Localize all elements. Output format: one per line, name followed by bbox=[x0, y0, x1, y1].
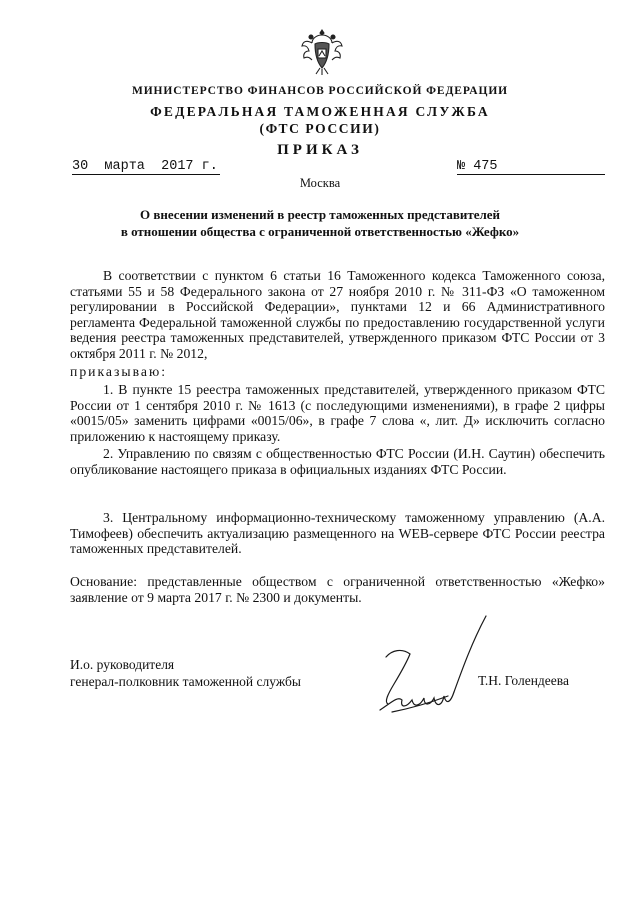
basis-paragraph: Основание: представленные обществом с ограниченной ответственностью «Жефко» заявление от 9 марта 2017 г. № 2300 и документы. bbox=[70, 574, 605, 605]
service-short-name: (ФТС РОССИИ) bbox=[259, 121, 381, 136]
item-1-paragraph: 1. В пункте 15 реестра таможенных представителей, утвержденного приказом ФТС России от 1 сентября 2010 г. № 1613 (с последующими изменениями), в графе 2 цифры «0015/05» заменить цифрами «0015/06», в графе 7 слова «, лит. Д» исключить согласно приложению к настоящему приказу. bbox=[70, 382, 605, 444]
document-type: ПРИКАЗ bbox=[277, 142, 363, 158]
service-name: ФЕДЕРАЛЬНАЯ ТАМОЖЕННАЯ СЛУЖБА bbox=[150, 104, 490, 119]
item-3-paragraph: 3. Центральному информационно-техническому таможенному управлению (А.А. Тимофеев) обеспечить актуализацию размещенного на WEB-сервере ФТС России реестра таможенных представителей. bbox=[70, 510, 605, 556]
order-word: приказываю: bbox=[70, 364, 168, 379]
preamble-text: В соответствии с пунктом 6 статьи 16 Таможенного кодекса Таможенного союза, статьями 55 и 58 Федерального закона от 27 ноября 2010 г. № 311-ФЗ «О таможенном регулировании в Российской Федерации», пунктами 12 и 66 Административного регламента Федеральной таможенной службы по предоставлению государственной услуги ведения реестра таможенных представителей, утвержденного приказом ФТС России от 3 октября 2011 г. № 2012, bbox=[70, 268, 605, 361]
position-line-1: И.о. руководителя bbox=[70, 657, 175, 672]
document-date: 30 марта 2017 г. bbox=[72, 159, 220, 175]
signatory-position bbox=[70, 656, 301, 690]
title-line-2: в отношении общества с ограниченной ответственностью «Жефко» bbox=[120, 224, 520, 239]
ministry-name: МИНИСТЕРСТВО ФИНАНСОВ РОССИЙСКОЙ ФЕДЕРАЦИИ bbox=[131, 85, 509, 97]
emblem-icon bbox=[300, 26, 344, 78]
title-line-1: О внесении изменений в реестр таможенных представителей bbox=[139, 207, 501, 222]
document-city: Москва bbox=[299, 176, 341, 190]
document-number: № 475 bbox=[457, 159, 605, 175]
item-2-paragraph: 2. Управлению по связям с общественностью ФТС России (И.Н. Саутин) обеспечить опубликование настоящего приказа в официальных изданиях ФТС России. bbox=[70, 446, 605, 477]
handwritten-signature bbox=[372, 612, 492, 727]
document-title bbox=[0, 206, 640, 240]
signatory-name: Т.Н. Голендеева bbox=[478, 673, 569, 688]
preamble-paragraph bbox=[70, 268, 605, 361]
position-line-2: генерал-полковник таможенной службы bbox=[70, 674, 301, 689]
